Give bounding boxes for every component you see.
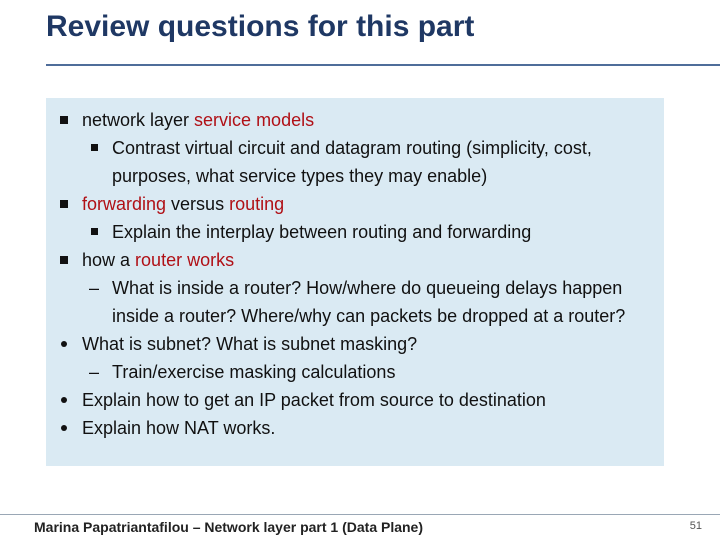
sub-bullet-item [52, 358, 662, 386]
slide-title: Review questions for this part [46, 10, 475, 43]
title-divider [46, 64, 720, 66]
dash-bullet-icon: – [88, 362, 99, 382]
footer-divider [0, 514, 720, 515]
bullet-item [52, 386, 662, 414]
bullet-text: What is subnet? What is subnet masking? [82, 334, 418, 354]
highlight-text: routing [229, 194, 285, 214]
sub-bullet-item [52, 274, 662, 330]
bullet-text: Explain the interplay between routing and forwarding [112, 222, 532, 242]
bullet-text: Contrast virtual circuit and datagram routing (simplicity, cost, purposes, what service types they may enable) [112, 138, 592, 186]
square-bullet-icon [54, 190, 74, 218]
square-bullet-icon [84, 134, 104, 162]
bullet-item [52, 414, 662, 442]
bullet-item [52, 330, 662, 358]
bullet-text: how a [82, 250, 136, 270]
bullet-text: versus [166, 194, 230, 214]
bullet-text: network layer [82, 110, 195, 130]
dot-bullet-icon [54, 386, 74, 414]
square-bullet-icon [54, 106, 74, 134]
highlight-text: forwarding [82, 194, 167, 214]
square-bullet-icon [84, 218, 104, 246]
bullet-text: Explain how to get an IP packet from source to destination [82, 390, 546, 410]
bullet-text: Train/exercise masking calculations [112, 362, 396, 382]
bullet-item [52, 106, 662, 134]
bullet-text: Explain how NAT works. [82, 418, 276, 438]
bullet-item [52, 246, 662, 274]
highlight-text: router works [135, 250, 235, 270]
dot-bullet-icon [54, 414, 74, 442]
square-bullet-icon [54, 246, 74, 274]
bullet-list [52, 106, 662, 442]
sub-bullet-item [52, 134, 662, 190]
page-number: 51 [689, 520, 702, 532]
bullet-text: What is inside a router? How/where do queueing delays happen inside a router? Where/why can packets be dropped at a router? [112, 278, 626, 326]
bullet-item [52, 190, 662, 218]
dot-bullet-icon [54, 330, 74, 358]
footer-credit: Marina Papatriantafilou – Network layer part 1 (Data Plane) [34, 519, 424, 535]
sub-bullet-item [52, 218, 662, 246]
dash-bullet-icon: – [88, 278, 99, 298]
highlight-text: service models [194, 110, 315, 130]
